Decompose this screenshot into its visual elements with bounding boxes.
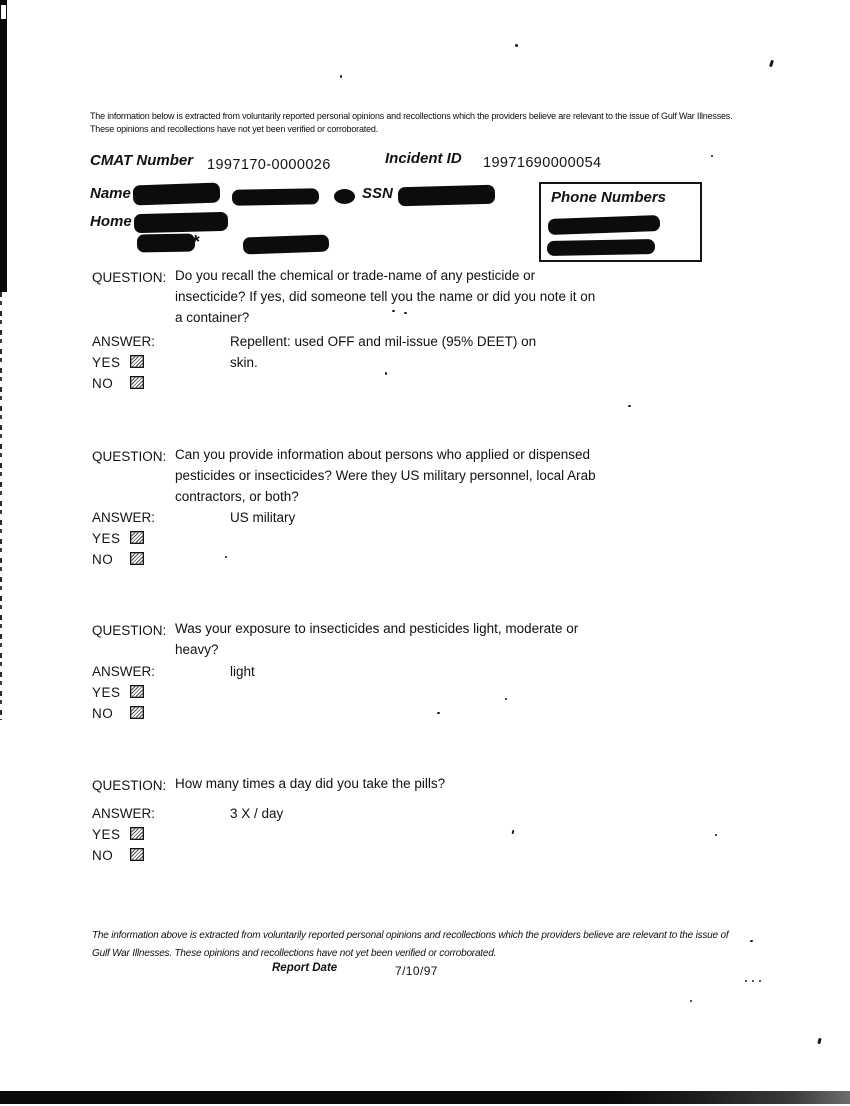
answer-text: light [230, 664, 255, 679]
answer-label: ANSWER: [92, 806, 156, 821]
redaction-home-3 [243, 235, 330, 255]
answer-label: ANSWER: [92, 510, 156, 525]
phone-numbers-box [539, 182, 702, 262]
ssn-label: SSN [362, 185, 393, 202]
scan-speck [769, 60, 774, 68]
scan-artifact-left-line [0, 292, 2, 720]
question-label: QUESTION: [92, 270, 167, 285]
yes-label: YES [92, 827, 121, 842]
scan-speck [505, 698, 507, 700]
scan-speck [225, 556, 227, 558]
scan-artifact-bottom-bar [0, 1091, 850, 1104]
scan-artifact-notch [1, 5, 6, 19]
answer-text: Repellent: used OFF and mil-issue (95% DEET) on skin. [230, 334, 537, 370]
name-label: Name [90, 185, 131, 202]
redaction-ssn [398, 185, 495, 207]
incident-id-label: Incident ID [385, 150, 462, 167]
scan-dots [745, 974, 767, 978]
cmat-number-label: CMAT Number [90, 152, 194, 169]
scan-speck [628, 405, 631, 407]
no-label: NO [92, 848, 114, 863]
question-label: QUESTION: [92, 778, 167, 793]
question-text: Can you provide information about persons who applied or dispensed pesticides or insecticides? Were they US military personnel, local Arab contractors, or both? [175, 447, 596, 504]
question-text: Do you recall the chemical or trade-name of any pesticide or insecticide? If yes, did someone tell you the name or did you note it on a container? [175, 268, 596, 325]
redaction-home-2 [137, 233, 195, 252]
no-label: NO [92, 376, 114, 391]
scan-speck [715, 834, 717, 836]
answer-label: ANSWER: [92, 334, 156, 349]
answer-label: ANSWER: [92, 664, 156, 679]
scan-speck [385, 372, 387, 375]
question-block-4 [92, 773, 652, 866]
yes-label: YES [92, 685, 121, 700]
answer-text: US military [230, 510, 296, 525]
no-checkbox-icon [130, 706, 144, 719]
home-label: Home [90, 213, 132, 230]
scan-speck [392, 310, 395, 312]
phone-numbers-label: Phone Numbers [551, 189, 667, 206]
question-text: Was your exposure to insecticides and pesticides light, moderate or heavy? [175, 621, 579, 657]
question-label: QUESTION: [92, 623, 167, 638]
cmat-number-value: 1997170-0000026 [207, 157, 331, 173]
scan-speck [750, 940, 753, 942]
no-label: NO [92, 552, 114, 567]
answer-text: 3 X / day [230, 806, 284, 821]
incident-id-value: 19971690000054 [483, 155, 602, 171]
redaction-name-2 [232, 188, 319, 206]
redaction-home-1 [134, 212, 228, 233]
scan-speck [515, 44, 518, 47]
no-label: NO [92, 706, 114, 721]
redaction-name-1 [133, 182, 221, 205]
yes-checkbox-icon [130, 531, 144, 544]
no-checkbox-icon [130, 848, 144, 861]
scan-artifact-left-bar [0, 0, 7, 292]
redaction-phone-1 [548, 215, 660, 235]
scan-speck [340, 75, 342, 78]
yes-checkbox-icon [130, 355, 144, 368]
question-block-2 [92, 444, 652, 570]
question-label: QUESTION: [92, 449, 167, 464]
question-block-1 [92, 265, 652, 394]
report-date-value: 7/10/97 [395, 964, 438, 978]
footer-disclaimer: The information above is extracted from voluntarily reported personal opinions and recollections which the providers believe are relevant to the issue of Gulf War Illnesses. These opinions and recollections have not yet been verified or corroborated. [92, 930, 729, 959]
yes-label: YES [92, 531, 121, 546]
no-checkbox-icon [130, 376, 144, 389]
question-text: How many times a day did you take the pills? [175, 776, 446, 791]
question-block-3 [92, 618, 652, 724]
yes-checkbox-icon [130, 827, 144, 840]
redaction-name-3 [334, 189, 355, 204]
stray-mark: * [191, 231, 202, 254]
report-date-label: Report Date [272, 962, 338, 974]
scan-speck [437, 712, 440, 714]
yes-checkbox-icon [130, 685, 144, 698]
scan-speck [690, 1000, 692, 1002]
scan-speck [817, 1038, 821, 1045]
redaction-phone-2 [547, 239, 655, 256]
no-checkbox-icon [130, 552, 144, 565]
yes-label: YES [92, 355, 121, 370]
scan-speck [404, 312, 407, 314]
header-disclaimer: The information below is extracted from voluntarily reported personal opinions and recollections which the providers believe are relevant to the issue of Gulf War Illnesses. These opinions and recollections have not yet been verified or corroborated. [90, 111, 733, 134]
scan-speck [711, 155, 713, 157]
